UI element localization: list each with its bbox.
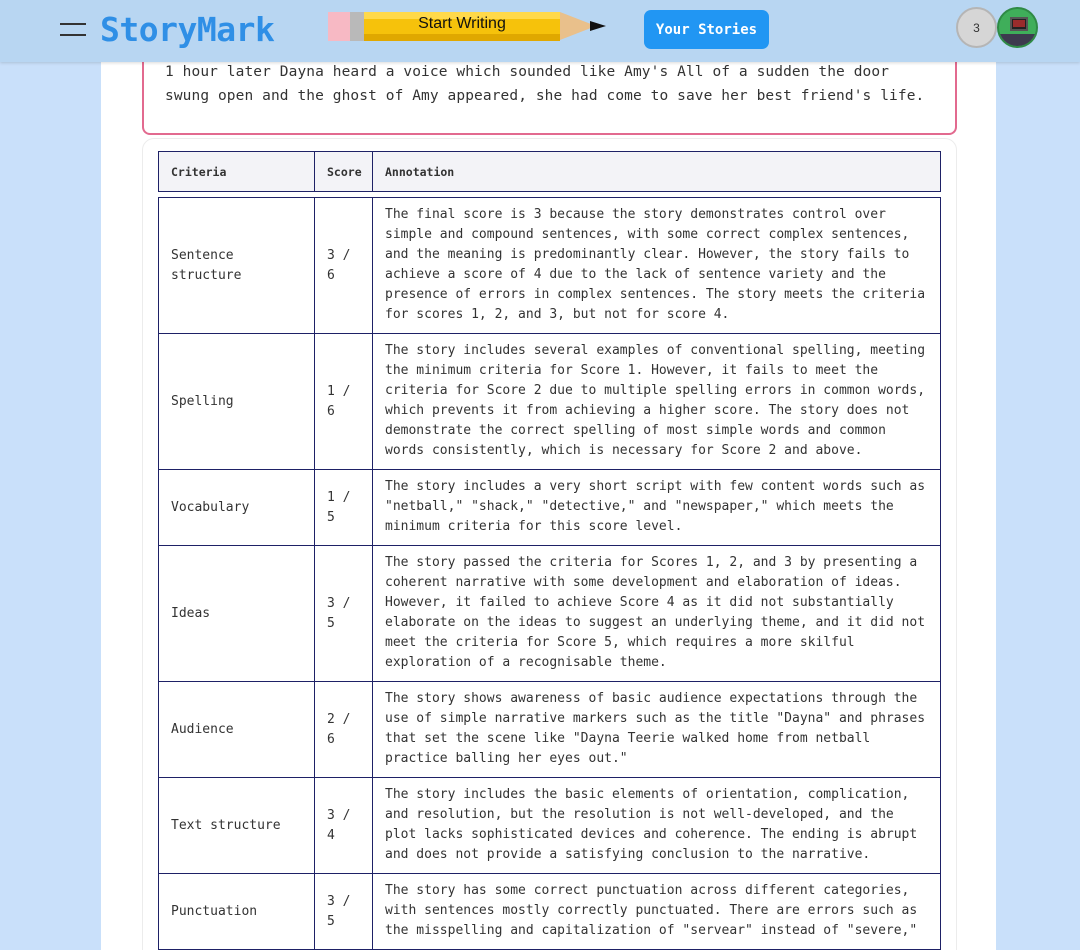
score-cell: 1 / 6 [315, 334, 373, 470]
table-row [159, 874, 941, 950]
your-stories-button[interactable]: Your Stories [644, 10, 769, 49]
annotation-cell: The story shows awareness of basic audience expectations through the use of simple narrative markers such as the title "Dayna" and phrases that set the scene like "Dayna Teerie walked home from netball practice balling her eyes out." [373, 682, 941, 778]
table-row [159, 546, 941, 682]
start-writing-button[interactable] [328, 10, 608, 44]
table-row [159, 198, 941, 334]
criteria-cell: Audience [159, 682, 315, 778]
score-cell: 2 / 6 [315, 682, 373, 778]
annotation-cell: The story passed the criteria for Scores 1, 2, and 3 by presenting a coherent narrative with some development and elaboration of ideas. However, it failed to achieve Score 4 as it did not substantially elaborate on the ideas to suggest an underlying theme, and it did not meet the criteria for Score 5, which requires a more skilful exploration of a recognisable theme. [373, 546, 941, 682]
score-cell: 3 / 5 [315, 874, 373, 950]
pencil-eraser-icon [328, 12, 350, 41]
story-text-box [142, 56, 957, 135]
hamburger-menu-icon[interactable] [60, 22, 86, 38]
table-row [159, 334, 941, 470]
score-cell: 3 / 4 [315, 778, 373, 874]
top-navbar [0, 0, 1080, 62]
annotation-cell: The story includes the basic elements of orientation, complication, and resolution, but the resolution is not well-developed, and the plot lacks sophisticated devices and coherence. The ending is abrupt and does not provide a satisfying conclusion to the narrative. [373, 778, 941, 874]
annotation-cell: The story has some correct punctuation across different categories, with sentences mostly correctly punctuated. There are errors such as the misspelling and capitalization of "servear" instead of "severe," [373, 874, 941, 950]
score-cell: 3 / 6 [315, 198, 373, 334]
annotation-cell: The final score is 3 because the story demonstrates control over simple and compound sentences, with some correct complex sentences, and the meaning is predominantly clear. However, the story fails to achieve a score of 4 due to the lack of sentence variety and the presence of errors in complex sentences. The story meets the criteria for scores 1, 2, and 3, but not for score 4. [373, 198, 941, 334]
criteria-cell: Sentence structure [159, 198, 315, 334]
table-row [159, 682, 941, 778]
criteria-cell: Vocabulary [159, 470, 315, 546]
criteria-cell: Ideas [159, 546, 315, 682]
table-row [159, 470, 941, 546]
column-header-criteria: Criteria [159, 152, 315, 192]
criteria-cell: Text structure [159, 778, 315, 874]
score-cell: 1 / 5 [315, 470, 373, 546]
annotation-cell: The story includes a very short script with few content words such as "netball," "shack," "detective," and "newspaper," which meets the minimum criteria for this score level. [373, 470, 941, 546]
assessment-table [158, 197, 941, 950]
main-panel [101, 62, 996, 950]
story-count-badge[interactable]: 3 [956, 7, 997, 48]
assessment-table-header [158, 151, 941, 192]
criteria-cell: Spelling [159, 334, 315, 470]
annotation-cell: The story includes several examples of conventional spelling, meeting the minimum criteria for Score 1. However, it fails to meet the criteria for Score 2 due to multiple spelling errors in common words, which prevents it from achieving a higher score. The story does not demonstrate the correct spelling of most simple words and common words consistently, which is necessary for Score 2 and above. [373, 334, 941, 470]
table-row [159, 778, 941, 874]
column-header-annotation: Annotation [373, 152, 941, 192]
start-writing-label: Start Writing [418, 15, 506, 32]
app-logo[interactable]: StoryMark [100, 10, 275, 49]
criteria-cell: Punctuation [159, 874, 315, 950]
score-cell: 3 / 5 [315, 546, 373, 682]
computer-avatar-icon[interactable] [997, 7, 1038, 48]
story-text: 1 hour later Dayna heard a voice which sounded like Amy's All of a sudden the door swung open and the ghost of Amy appeared, she had come to save her best friend's life. [165, 64, 925, 104]
column-header-score: Score [315, 152, 373, 192]
